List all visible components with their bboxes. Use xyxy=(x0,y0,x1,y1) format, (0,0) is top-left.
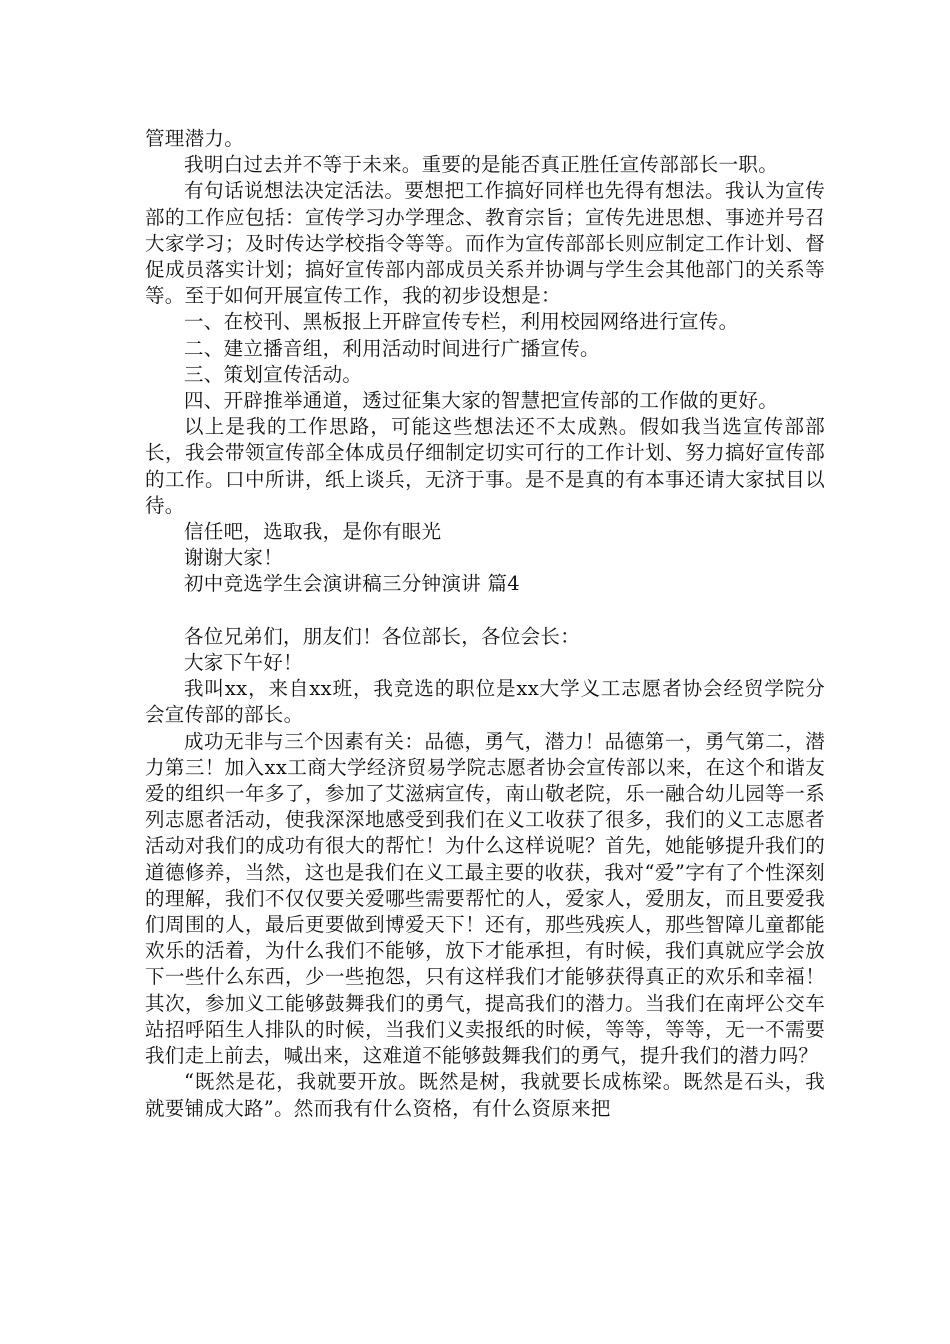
paragraph-list-item-1: 一、在校刊、黑板报上开辟宣传专栏，利用校园网络进行宣传。 xyxy=(184,310,739,334)
paragraph-intro: 我叫xx，来自xx班，我竞选的职位是xx大学义工志愿者协会经贸学院分会宣传部的部长。 xyxy=(145,677,825,727)
paragraph-hello: 大家下午好！ xyxy=(184,651,303,675)
paragraph-6: 谢谢大家！ xyxy=(184,546,284,570)
paragraph-greeting: 各位兄弟们，朋友们！各位部长，各位会长： xyxy=(184,624,581,648)
document-body xyxy=(145,126,825,1122)
paragraph-list-item-2: 二、建立播音组，利用活动时间进行广播宣传。 xyxy=(184,336,600,360)
paragraph-body: 成功无非与三个因素有关：品德，勇气，潜力！品德第一，勇气第二，潜力第三！加入xx工商大学经济贸易学院志愿者协会宣传部以来，在这个和谐友爱的组织一年多了，参加了艾滋病宣传，南山敬老院，乐一融合幼儿园等一系列志愿者活动，使我深深地感受到我们在义工收获了很多，我们的义工志愿者活动对我们的成功有很大的帮忙！为什么这样说呢？首先，她能够提升我们的道德修养，当然，这也是我们在义工最主要的收获，我对“爱”字有了个性深刻的理解，我们不仅仅要关爱哪些需要帮忙的人，爱家人，爱朋友，而且要爱我们周围的人，最后更要做到博爱天下！还有，那些残疾人，那些智障儿童都能欢乐的活着，为什么我们不能够，放下才能承担，有时候，我们真就应学会放下一些什么东西，少一些抱怨，只有这样我们才能够获得真正的欢乐和幸福！其次，参加义工能够鼓舞我们的勇气，提高我们的潜力。当我们在南坪公交车站招呼陌生人排队的时候，当我们义卖报纸的时候，等等，等等，无一不需要我们走上前去，喊出来，这难道不能够鼓舞我们的勇气，提升我们的潜力吗？ xyxy=(145,729,825,1068)
paragraph-1: 管理潜力。 xyxy=(145,127,245,150)
paragraph-3: 有句话说想法决定活法。要想把工作搞好同样也先得有想法。我认为宣传部的工作应包括：宣传学习办学理念、教育宗旨；宣传先进思想、事迹并号召大家学习；及时传达学校指令等等。而作为宣传部部长则应制定工作计划、督促成员落实计划；搞好宣传部内部成员关系并协调与学生会其他部门的关系等等。至于如何开展宣传工作，我的初步设想是： xyxy=(145,179,825,308)
blank-line xyxy=(145,598,825,624)
section-title: 初中竞选学生会演讲稿三分钟演讲 篇4 xyxy=(184,572,521,596)
paragraph-list-item-3: 三、策划宣传活动。 xyxy=(184,362,363,386)
paragraph-4: 以上是我的工作思路，可能这些想法还不太成熟。假如我当选宣传部部长，我会带领宣传部全体成员仔细制定切实可行的工作计划、努力搞好宣传部的工作。口中所讲，纸上谈兵，无济于事。是不是真的有本事还请大家拭目以待。 xyxy=(145,415,825,517)
paragraph-list-item-4: 四、开辟推举通道，透过征集大家的智慧把宣传部的工作做的更好。 xyxy=(184,389,779,413)
paragraph-5: 信任吧，选取我，是你有眼光 xyxy=(184,520,442,544)
paragraph-2: 我明白过去并不等于未来。重要的是能否真正胜任宣传部部长一职。 xyxy=(184,153,779,177)
paragraph-quote: “既然是花，我就要开放。既然是树，我就要长成栋梁。既然是石头，我就要铺成大路”。然而我有什么资格，有什么资原来把 xyxy=(145,1070,825,1120)
